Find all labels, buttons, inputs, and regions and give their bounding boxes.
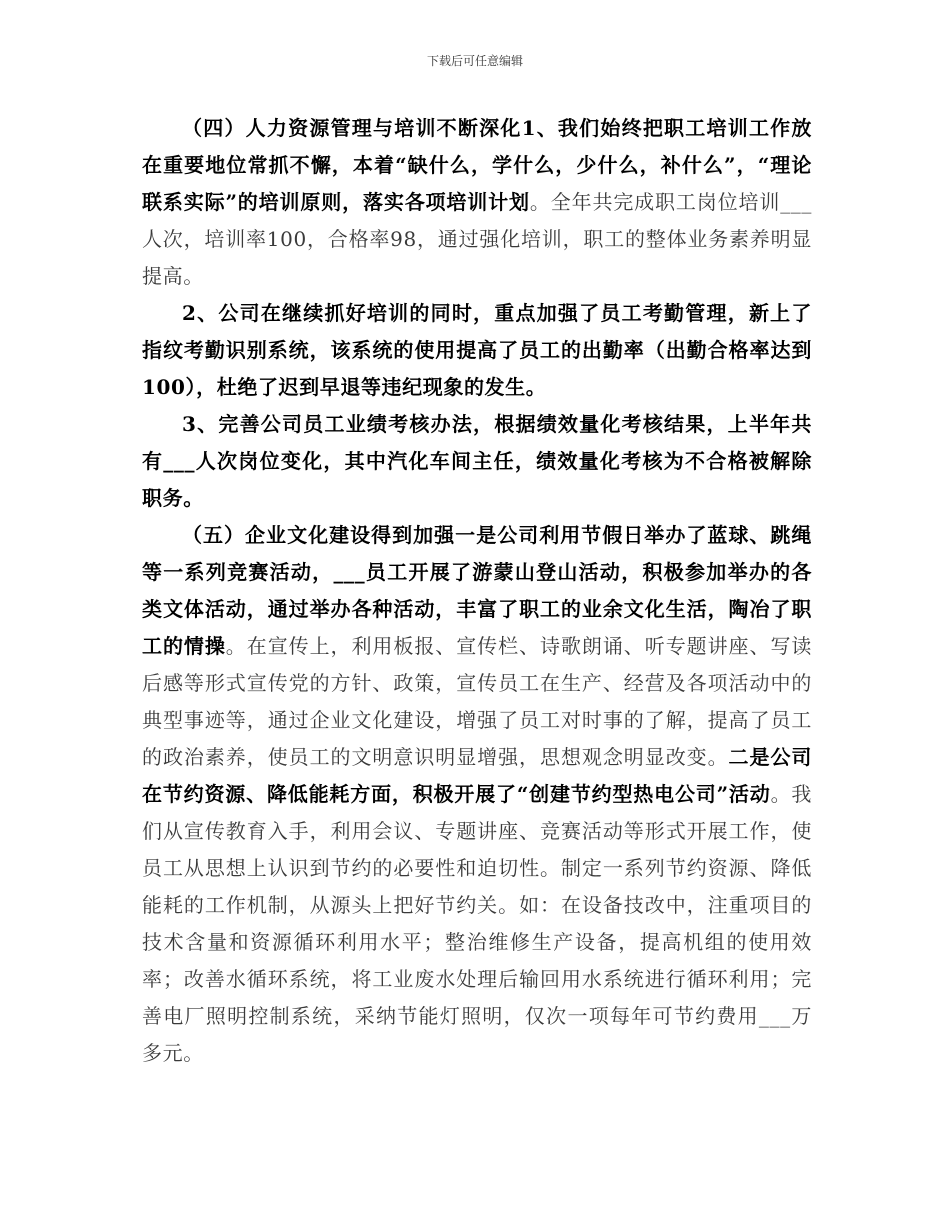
- paragraph-text: 。全年共完成职工岗位培训___人次，培训率100，合格率98，通过强化培训，职工的整体业务素养明显提高。: [142, 190, 813, 288]
- document-body: [142, 110, 812, 1072]
- paragraph-text: 。我们从宣传教育入手，利用会议、专题讲座、竞赛活动等形式开展工作，使员工从思想上认识到节约的必要性和迫切性。制定一系列节约资源、降低能耗的工作机制，从源头上把好节约关。如：在设备技改中，注重项目的技术含量和资源循环利用水平；整治维修生产设备，提高机组的使用效率；改善水循环系统，将工业废水处理后输回用水系统进行循环利用；完善电厂照明控制系统，采纳节能灯照明，仅次一项每年可节约费用___万多元。: [142, 782, 813, 1065]
- paragraph-text-bold: 3、完善公司员工业绩考核办法，根据绩效量化考核结果，上半年共有___人次岗位变化，其中汽化车间主任，绩效量化考核为不合格被解除职务。: [142, 412, 812, 510]
- paragraph-text-bold: （五）企业文化建设得到加强一是公司利用节假日举办了蓝球、跳绳等一系列竞赛活动，___员工开展了游蒙山登山活动，积极参加举办的各类文体活动，通过举办各种活动，丰富了职工的业余文化生活，陶冶了职工的情操: [142, 523, 812, 658]
- paragraph-text: 。在宣传上，利用板报、宣传栏、诗歌朗诵、听专题讲座、写读后感等形式宣传党的方针、政策，宣传员工在生产、经营及各项活动中的典型事迹等，通过企业文化建设，增强了员工对时事的了解，提高了员工的政治素养，使员工的文明意识明显增强，思想观念明显改变。: [142, 634, 812, 769]
- paragraph-attendance: [142, 295, 812, 406]
- paragraph-text-bold: 二是公司在节约资源、降低能耗方面，积极开展了“创建节约型热电公司”活动: [142, 745, 812, 806]
- paragraph-text-bold: 2、公司在继续抓好培训的同时，重点加强了员工考勤管理，新上了指纹考勤识别系统，该系统的使用提高了员工的出勤率（出勤合格率达到100），杜绝了迟到早退等违纪现象的发生。: [142, 301, 812, 399]
- paragraph-culture: [142, 517, 812, 1072]
- paragraph-hr-training: [142, 110, 812, 295]
- paragraph-performance: [142, 406, 812, 517]
- paragraph-text-bold: （四）人力资源管理与培训不断深化1、我们始终把职工培训工作放在重要地位常抓不懈，本着“缺什么，学什么，少什么，补什么”，“理论联系实际”的培训原则，落实各项培训计划: [142, 116, 812, 214]
- page-header: 下载后可任意编辑: [426, 54, 523, 68]
